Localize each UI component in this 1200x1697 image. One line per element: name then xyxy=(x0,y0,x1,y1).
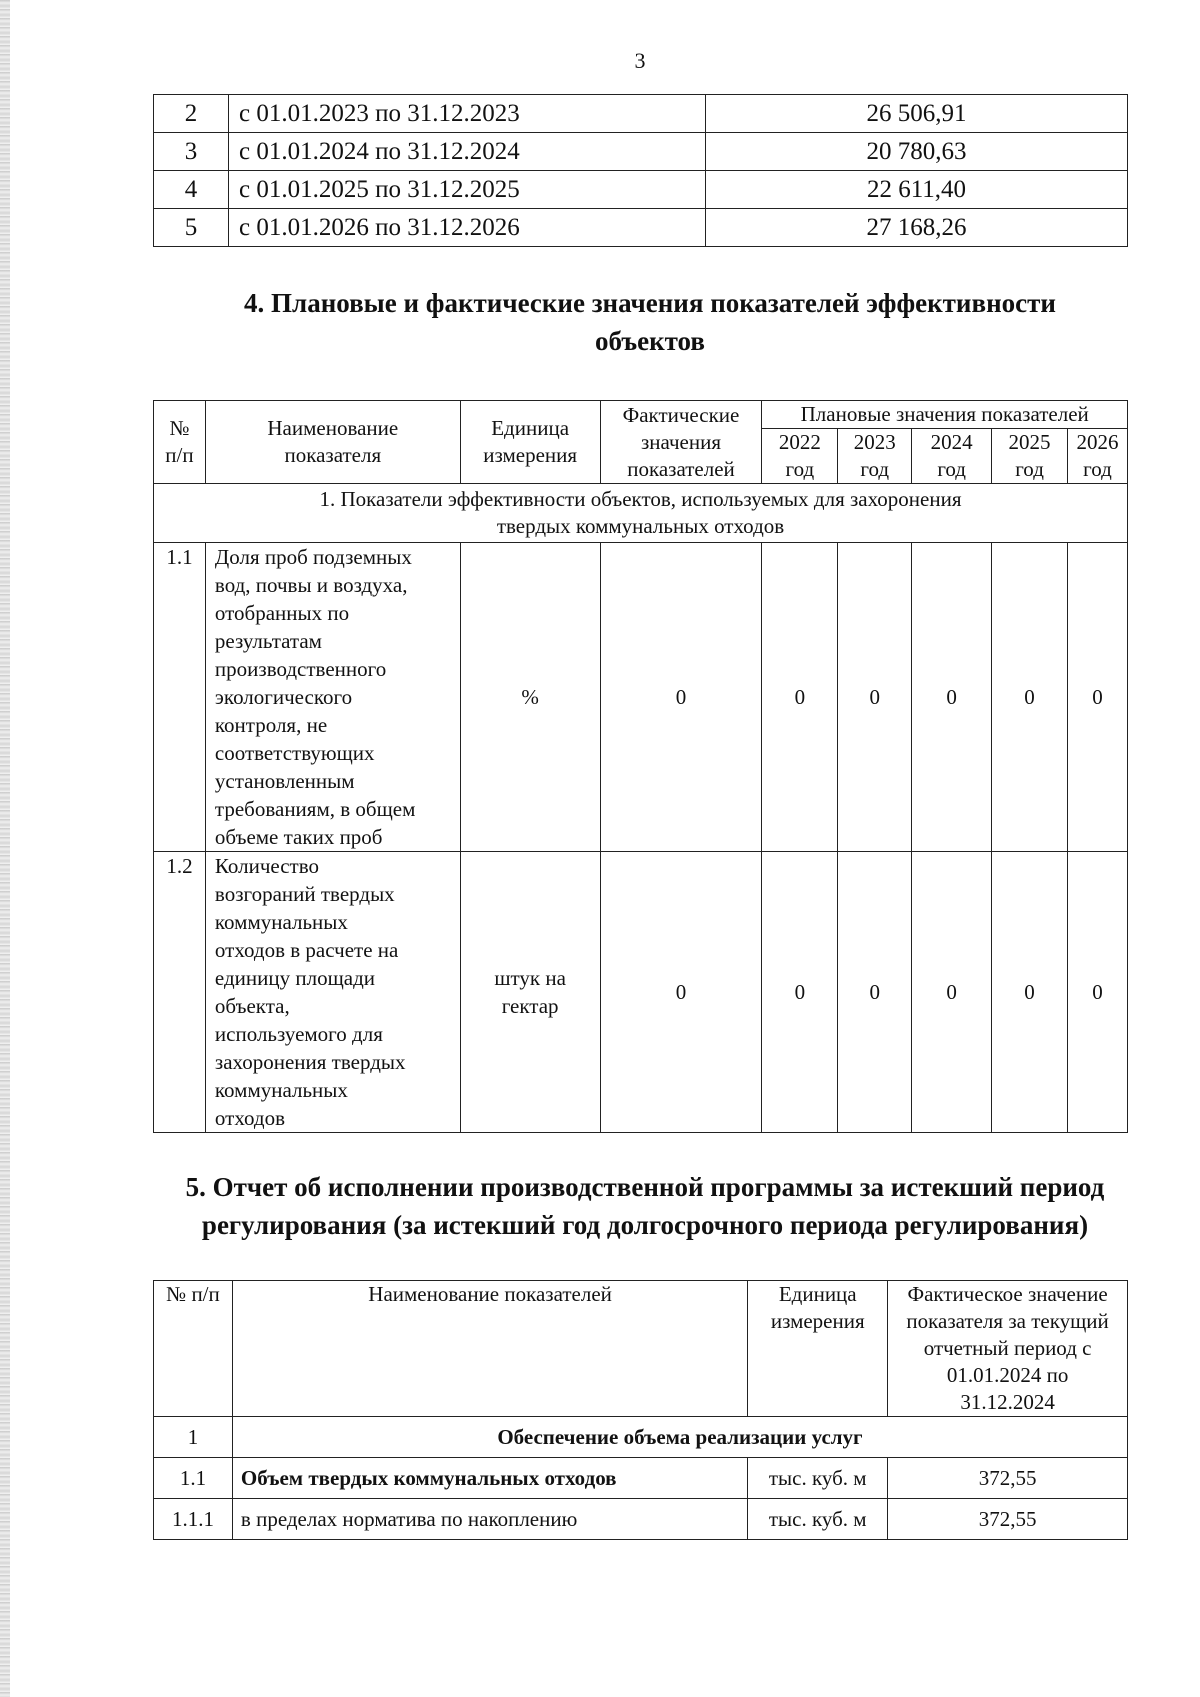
indicator-name-line: захоронения твердых xyxy=(214,1050,406,1074)
year-unit: год xyxy=(785,457,815,481)
header-year xyxy=(992,429,1068,484)
year-value: 2024 xyxy=(930,430,973,454)
program-report-table xyxy=(153,1280,1128,1540)
actual-value: 0 xyxy=(600,852,762,1133)
header-actual-line: Фактические xyxy=(622,402,740,427)
value: 22 611,40 xyxy=(706,171,1128,209)
planned-value: 0 xyxy=(838,543,912,852)
header-unit xyxy=(460,401,600,484)
actual-value: 372,55 xyxy=(888,1499,1128,1540)
planned-value: 0 xyxy=(912,852,992,1133)
table-row xyxy=(154,1417,1128,1458)
period: с 01.01.2023 по 31.12.2023 xyxy=(229,95,706,133)
unit xyxy=(460,852,600,1133)
row-number: 1 xyxy=(154,1417,233,1458)
indicator-name-line: контроля, не xyxy=(214,713,328,737)
value: 27 168,26 xyxy=(706,209,1128,247)
row-number: 1.1.1 xyxy=(154,1499,233,1540)
header-actual-line: значения xyxy=(640,429,722,454)
row-number: 2 xyxy=(154,95,229,133)
indicator-name-line: Количество xyxy=(214,854,319,878)
year-unit: год xyxy=(1083,457,1112,481)
group-title-line: твердых коммунальных отходов xyxy=(496,514,785,538)
table-row xyxy=(154,852,1128,1133)
indicator-name-line: вод, почвы и воздуха, xyxy=(214,573,408,597)
header-actual-line: отчетный период с xyxy=(923,1336,1092,1360)
header-num-line: п/п xyxy=(165,443,194,467)
header-year xyxy=(838,429,912,484)
row-number: 3 xyxy=(154,133,229,171)
header-name: Наименование показателей xyxy=(232,1281,747,1417)
header-unit-line: Единица xyxy=(778,1282,857,1306)
header-planned: Плановые значения показателей xyxy=(762,401,1128,429)
header-row xyxy=(154,1281,1128,1417)
indicator-name-line: соответствующих xyxy=(214,741,375,765)
table-row xyxy=(154,1458,1128,1499)
row-number: 5 xyxy=(154,209,229,247)
section-4-title xyxy=(150,284,1150,360)
indicator-name-line: результатам xyxy=(214,629,322,653)
header-actual xyxy=(600,401,762,484)
header-actual-line: показателей xyxy=(627,456,735,481)
header-name-line: показателя xyxy=(284,443,382,467)
indicator-name-line: производственного xyxy=(214,657,387,681)
year-unit: год xyxy=(937,457,966,481)
row-number: 1.1 xyxy=(154,543,206,852)
header-actual-line: Фактическое значение xyxy=(907,1282,1108,1306)
header-unit-line: измерения xyxy=(770,1309,865,1333)
section-5-title xyxy=(140,1168,1150,1244)
row-number: 1.2 xyxy=(154,852,206,1133)
indicator-name: в пределах норматива по накоплению xyxy=(232,1499,747,1540)
planned-value: 0 xyxy=(992,543,1068,852)
period: с 01.01.2026 по 31.12.2026 xyxy=(229,209,706,247)
value: 26 506,91 xyxy=(706,95,1128,133)
indicator-name-line: объекта, xyxy=(214,994,290,1018)
header-row xyxy=(154,401,1128,429)
group-title: Обеспечение объема реализации услуг xyxy=(232,1417,1127,1458)
header-year xyxy=(912,429,992,484)
indicator-name-line: единицу площади xyxy=(214,966,375,990)
scan-edge xyxy=(0,0,10,1697)
year-value: 2026 xyxy=(1076,430,1119,454)
indicator-name-line: возгораний твердых xyxy=(214,882,395,906)
table-row xyxy=(154,95,1128,133)
indicator-name-line: установленным xyxy=(214,769,355,793)
header-actual xyxy=(888,1281,1128,1417)
header-name-line: Наименование xyxy=(267,416,399,440)
header-num: № п/п xyxy=(154,1281,233,1417)
efficiency-indicators-table xyxy=(153,400,1128,1133)
header-year xyxy=(1067,429,1127,484)
section-5-title-line: 5. Отчет об исполнении производственной программы за истекший период xyxy=(185,1172,1105,1202)
indicator-name-line: отходов в расчете на xyxy=(214,938,399,962)
year-value: 2025 xyxy=(1008,430,1051,454)
planned-value: 0 xyxy=(762,543,838,852)
unit-line: штук на xyxy=(494,966,566,990)
indicator-name xyxy=(205,543,460,852)
planned-value: 0 xyxy=(1067,852,1127,1133)
planned-value: 0 xyxy=(992,852,1068,1133)
indicator-name: Объем твердых коммунальных отходов xyxy=(232,1458,747,1499)
planned-value: 0 xyxy=(762,852,838,1133)
indicator-name-line: экологического xyxy=(214,685,353,709)
header-year xyxy=(762,429,838,484)
header-unit-line: измерения xyxy=(483,443,578,467)
table-row xyxy=(154,133,1128,171)
group-title xyxy=(154,484,1128,543)
year-value: 2023 xyxy=(853,430,896,454)
group-row xyxy=(154,484,1128,543)
page-number: 3 xyxy=(634,48,646,73)
unit: % xyxy=(460,543,600,852)
indicator-name xyxy=(205,852,460,1133)
header-actual-line: 31.12.2024 xyxy=(960,1390,1055,1414)
indicator-name-line: используемого для xyxy=(214,1022,383,1046)
header-unit xyxy=(748,1281,888,1417)
unit-line: гектар xyxy=(501,994,559,1018)
indicator-name-line: отходов xyxy=(214,1106,286,1130)
period: с 01.01.2025 по 31.12.2025 xyxy=(229,171,706,209)
header-actual-line: 01.01.2024 по xyxy=(946,1363,1069,1387)
period: с 01.01.2024 по 31.12.2024 xyxy=(229,133,706,171)
row-number: 1.1 xyxy=(154,1458,233,1499)
table-row xyxy=(154,1499,1128,1540)
value: 20 780,63 xyxy=(706,133,1128,171)
group-title-line: 1. Показатели эффективности объектов, используемых для захоронения xyxy=(319,487,962,511)
section-4-title-line: объектов xyxy=(595,326,705,356)
actual-value: 372,55 xyxy=(888,1458,1128,1499)
indicator-name-line: коммунальных xyxy=(214,1078,348,1102)
year-unit: год xyxy=(1015,457,1044,481)
indicator-name-line: отобранных по xyxy=(214,601,350,625)
header-num-line: № xyxy=(169,416,190,440)
unit: тыс. куб. м xyxy=(748,1499,888,1540)
planned-value: 0 xyxy=(912,543,992,852)
row-number: 4 xyxy=(154,171,229,209)
table-row xyxy=(154,209,1128,247)
header-num xyxy=(154,401,206,484)
actual-value: 0 xyxy=(600,543,762,852)
header-actual-line: показателя за текущий xyxy=(906,1309,1109,1333)
section-4-title-line: 4. Плановые и фактические значения показателей эффективности xyxy=(244,288,1056,318)
header-unit-line: Единица xyxy=(491,416,570,440)
year-unit: год xyxy=(860,457,890,481)
planned-value: 0 xyxy=(1067,543,1127,852)
indicator-name-line: Доля проб подземных xyxy=(214,545,412,569)
tariff-periods-table xyxy=(153,94,1128,247)
year-value: 2022 xyxy=(778,430,821,454)
indicator-name-line: коммунальных xyxy=(214,910,348,934)
table-row xyxy=(154,543,1128,852)
section-5-title-line: регулирования (за истекший год долгосрочного периода регулирования) xyxy=(201,1210,1089,1240)
indicator-name-line: объеме таких проб xyxy=(214,825,383,849)
indicator-name-line: требованиям, в общем xyxy=(214,797,416,821)
planned-value: 0 xyxy=(838,852,912,1133)
header-name xyxy=(205,401,460,484)
table-row xyxy=(154,171,1128,209)
unit: тыс. куб. м xyxy=(748,1458,888,1499)
